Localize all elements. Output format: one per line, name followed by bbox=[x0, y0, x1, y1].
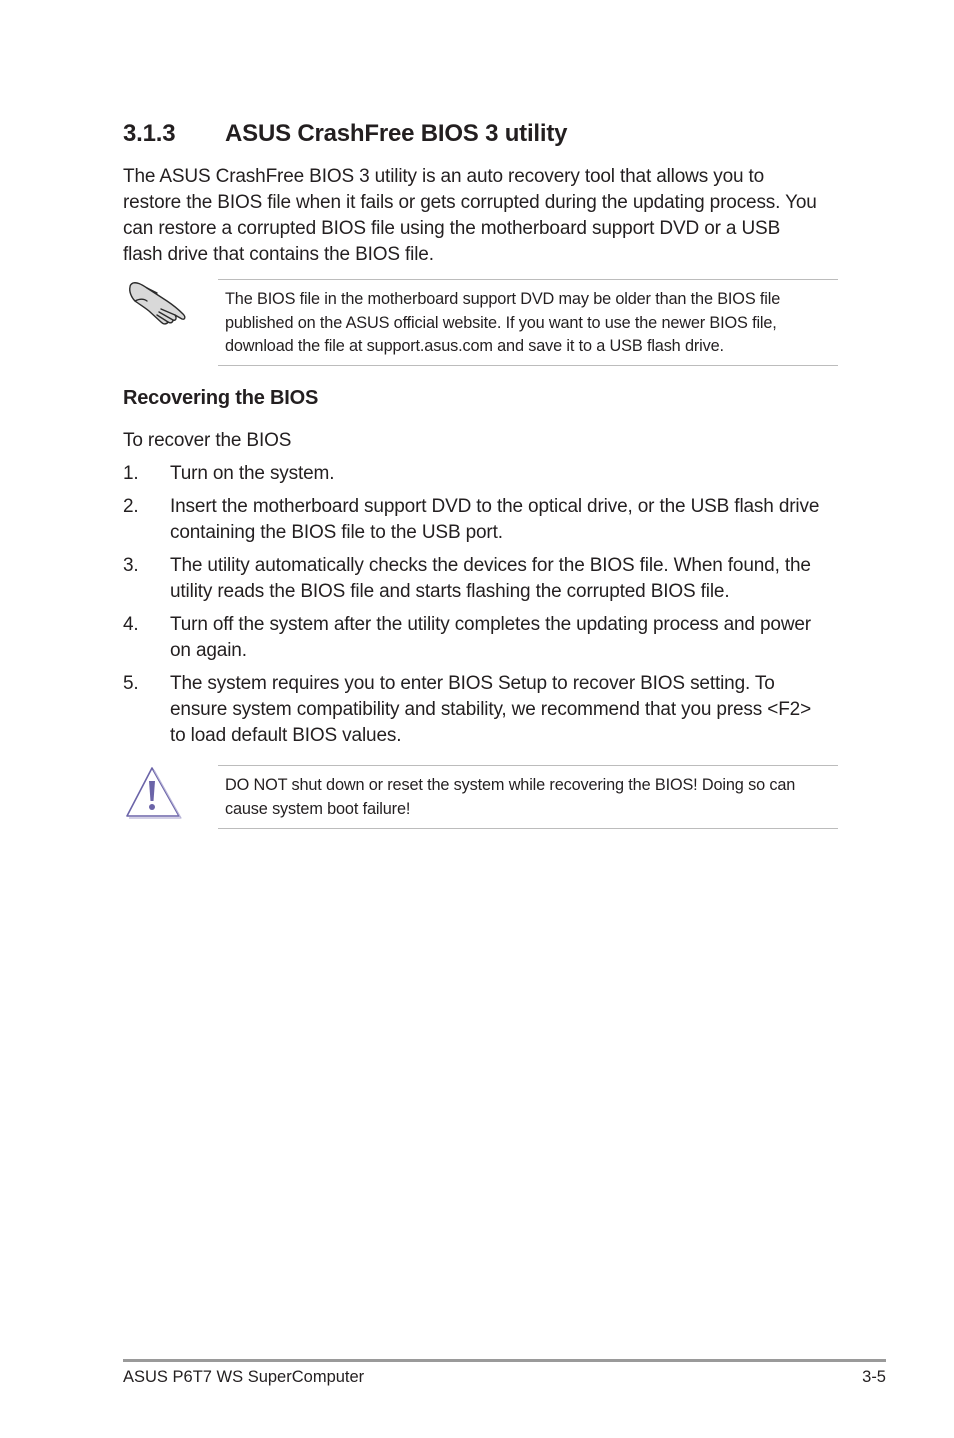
caution-text: DO NOT shut down or reset the system while recovering the BIOS! Doing so can cause system boot failure! bbox=[225, 776, 796, 818]
step-text: Turn on the system. bbox=[170, 463, 335, 484]
step-number: 2. bbox=[123, 496, 139, 517]
step-text: Turn off the system after the utility completes the updating process and power on again. bbox=[170, 614, 811, 661]
footer-page-number: 3-5 bbox=[862, 1368, 886, 1386]
recovery-steps bbox=[123, 461, 823, 756]
footer-product-name: ASUS P6T7 WS SuperComputer bbox=[123, 1368, 365, 1386]
pointing-hand-icon bbox=[127, 279, 189, 332]
list-item bbox=[123, 494, 823, 546]
caution-bottom-rule bbox=[218, 828, 838, 829]
step-text: The system requires you to enter BIOS Setup to recover BIOS setting. To ensure system compatibility and stability, we recommend that you press <F2> to load default BIOS values. bbox=[170, 673, 812, 746]
footer-rule bbox=[123, 1359, 886, 1362]
step-number: 1. bbox=[123, 463, 139, 484]
list-item bbox=[123, 671, 823, 749]
step-number: 5. bbox=[123, 673, 139, 694]
intro-paragraph: The ASUS CrashFree BIOS 3 utility is an auto recovery tool that allows you to restore the BIOS file when it fails or gets corrupted during the updating process. You can restore a corrupted BIOS file using the motherboard support DVD or a USB flash drive that contains the BIOS file. bbox=[123, 166, 817, 265]
warning-triangle-icon bbox=[125, 765, 183, 826]
section-title: ASUS CrashFree BIOS 3 utility bbox=[225, 120, 568, 147]
section-heading bbox=[123, 120, 843, 148]
caution-callout bbox=[123, 765, 838, 829]
list-item bbox=[123, 461, 823, 487]
step-number: 4. bbox=[123, 614, 139, 635]
caution-top-rule bbox=[218, 765, 838, 766]
note-top-rule bbox=[218, 279, 838, 280]
note-bottom-rule bbox=[218, 365, 838, 366]
note-callout bbox=[123, 279, 838, 366]
step-text: Insert the motherboard support DVD to the optical drive, or the USB flash drive containing the BIOS file to the USB port. bbox=[170, 496, 820, 543]
list-item bbox=[123, 553, 823, 605]
section-number: 3.1.3 bbox=[123, 120, 176, 147]
note-text: The BIOS file in the motherboard support DVD may be older than the BIOS file published on the ASUS official website. If you want to use the newer BIOS file, download the file at support.asus.com and save it to a USB flash drive. bbox=[225, 290, 781, 355]
recovering-lead: To recover the BIOS bbox=[123, 430, 292, 451]
recovering-heading: Recovering the BIOS bbox=[123, 387, 319, 409]
step-text: The utility automatically checks the devices for the BIOS file. When found, the utility reads the BIOS file and starts flashing the corrupted BIOS file. bbox=[170, 555, 811, 602]
step-number: 3. bbox=[123, 555, 139, 576]
list-item bbox=[123, 612, 823, 664]
